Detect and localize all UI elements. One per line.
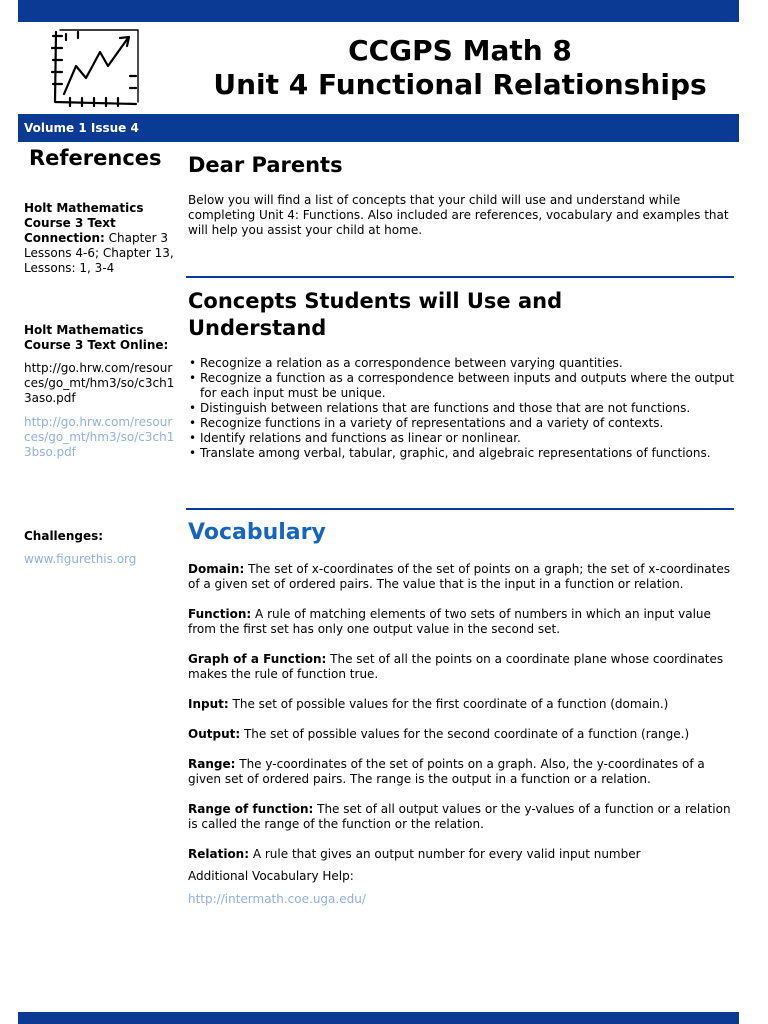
vocab-range — [188, 757, 736, 787]
concepts-heading-line-2: Understand — [188, 316, 327, 340]
vocab-term: Range: — [188, 757, 236, 771]
dear-parents-heading: Dear Parents — [188, 153, 343, 177]
vocab-definition: The set of all the points on a coordinate plane whose coordinates makes the rule of function true. — [188, 652, 724, 681]
dear-parents-text: Below you will find a list of concepts that your child will use and understand while completing Unit 4: Functions. Also included are references, vocabulary and examples that will help you assist your child at home. — [188, 193, 729, 237]
vocab-term: Output: — [188, 727, 241, 741]
vocab-definition: The set of possible values for the first coordinate of a function (domain.) — [228, 697, 669, 711]
vocab-definition: A rule that gives an output number for every valid input number — [249, 847, 641, 861]
challenges-section — [24, 529, 176, 567]
section-divider-2 — [186, 508, 734, 510]
reference-holt-text-title: Holt Mathematics Course 3 Text Connection: — [24, 201, 144, 245]
concept-item: • Recognize a function as a correspondence between inputs and outputs where the output for each input must be unique. — [188, 371, 736, 401]
online-link-2[interactable]: http://go.hrw.com/resources/go_mt/hm3/so/c3ch13bso.pdf — [24, 415, 175, 459]
vocab-function — [188, 607, 736, 637]
additional-vocab-label: Additional Vocabulary Help: — [188, 869, 354, 883]
vocabulary-list — [188, 562, 736, 907]
vocabulary-section — [188, 519, 736, 907]
reference-holt-text-chapters: Chapter 3 Lessons 4-6; Chapter 13, Lessons: 1, 3-4 — [24, 231, 174, 275]
vocab-term: Relation: — [188, 847, 250, 861]
vocab-definition: The set of all output values or the y-values of a function or a relation is called the range of the function or the relation. — [188, 802, 731, 831]
dear-parents-section — [188, 152, 736, 238]
concept-item: • Identify relations and functions as linear or nonlinear. — [188, 431, 736, 446]
challenges-link[interactable]: www.figurethis.org — [24, 552, 137, 566]
vocab-term: Range of function: — [188, 802, 314, 816]
vocab-definition: The set of possible values for the second coordinate of a function (range.) — [240, 727, 690, 741]
challenges-title: Challenges: — [24, 529, 104, 543]
title-line-1: CCGPS Math 8 — [348, 34, 572, 67]
volume-issue-bar: Volume 1 Issue 4 — [18, 114, 739, 142]
vocab-term: Graph of a Function: — [188, 652, 327, 666]
vocab-graph-of-function — [188, 652, 736, 682]
vocab-term: Input: — [188, 697, 229, 711]
reference-holt-text — [24, 201, 176, 276]
title-line-2: Unit 4 Functional Relationships — [213, 68, 707, 101]
concepts-heading-line-1: Concepts Students will Use and — [188, 289, 563, 313]
vocab-definition: A rule of matching elements of two sets of numbers in which an input value from the first set has only one output value in the second set. — [188, 607, 711, 636]
concepts-list — [188, 356, 736, 461]
concept-item: • Recognize a relation as a correspondence between varying quantities. — [188, 356, 736, 371]
section-divider-1 — [186, 276, 734, 278]
additional-vocab-link[interactable]: http://intermath.coe.uga.edu/ — [188, 892, 366, 906]
reference-holt-online — [24, 323, 176, 460]
vocab-relation — [188, 847, 736, 862]
vocab-range-of-function — [188, 802, 736, 832]
vocab-term: Domain: — [188, 562, 245, 576]
vocab-definition: The set of x-coordinates of the set of points on a graph; the set of x-coordinates of a given set of ordered pairs. The value that is the input in a function or relation. — [188, 562, 730, 591]
references-sidebar — [24, 146, 176, 566]
graph-logo-icon — [50, 26, 140, 110]
online-link-1[interactable]: http://go.hrw.com/resources/go_mt/hm3/so/c3ch13aso.pdf — [24, 361, 175, 405]
references-heading: References — [29, 146, 162, 170]
vocabulary-heading: Vocabulary — [188, 520, 326, 545]
vocab-output — [188, 727, 736, 742]
concept-item: • Translate among verbal, tabular, graphic, and algebraic representations of functions. — [188, 446, 736, 461]
concepts-section — [188, 288, 736, 461]
vocab-term: Function: — [188, 607, 252, 621]
vocab-input — [188, 697, 736, 712]
bottom-banner-bar — [18, 1012, 739, 1024]
vocab-definition: The y-coordinates of the set of points on a graph. Also, the y-coordinates of a given set of ordered pairs. The range is the output in a function or a relation. — [188, 757, 705, 786]
top-banner-bar — [18, 0, 739, 22]
concept-item: • Distinguish between relations that are functions and those that are not functions. — [188, 401, 736, 416]
newsletter-title — [160, 34, 760, 102]
reference-holt-online-title: Holt Mathematics Course 3 Text Online: — [24, 323, 169, 352]
concept-item: • Recognize functions in a variety of representations and a variety of contexts. — [188, 416, 736, 431]
vocab-domain — [188, 562, 736, 592]
